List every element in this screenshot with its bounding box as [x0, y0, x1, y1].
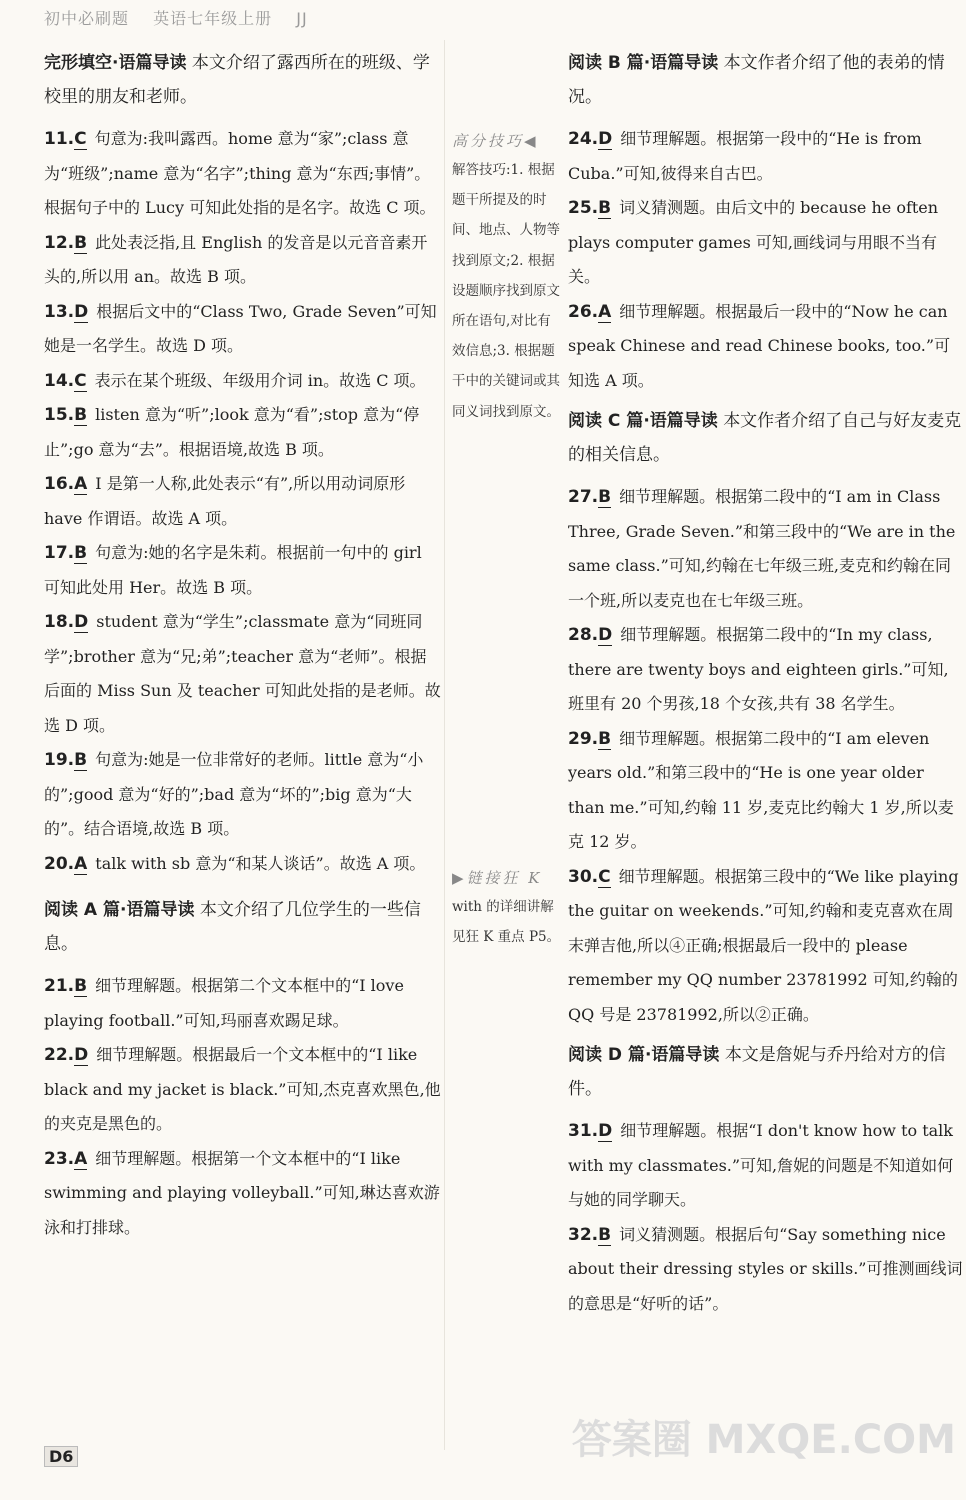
- answer-item: [44, 847, 442, 882]
- answer-letter: B: [74, 405, 88, 425]
- edition-label: JJ: [296, 9, 308, 28]
- answer-letter: B: [74, 976, 88, 996]
- answer-item: [44, 536, 442, 605]
- question-number: 29.: [568, 728, 599, 749]
- answer-letter: C: [74, 129, 87, 149]
- answer-item: [44, 467, 442, 536]
- answer-item: [568, 1218, 964, 1322]
- answer-item: [44, 743, 442, 847]
- answer-item: [44, 398, 442, 467]
- section-text: 本文介绍了露西所在的班级、学校里的朋友和老师。: [44, 53, 430, 107]
- answer-letter: B: [598, 1224, 612, 1245]
- section-intro-reading-b: [568, 46, 964, 114]
- answer-item: [568, 295, 964, 399]
- answer-item: [44, 1142, 442, 1246]
- subject-title: 英语七年级上册: [153, 9, 273, 28]
- question-number: 19.: [44, 750, 75, 770]
- answer-letter: B: [74, 543, 88, 563]
- answer-item: [44, 364, 442, 399]
- explanation-text: 细节理解题。根据第三段中的“We like playing the guitar on weekends.”可知,约翰和麦克喜欢在周末弹吉他,所以④正确;根据最后一段中的 please remember my QQ number 23781992 可知,约翰的 QQ 号是 23781992,所以②正确。: [568, 866, 959, 1024]
- question-number: 11.: [44, 129, 75, 149]
- page-number: D6: [44, 1446, 78, 1467]
- answer-item: [44, 969, 442, 1038]
- answer-list-reading-c: [568, 480, 964, 1032]
- tip-text-link: with 的详细讲解见狂 K 重点 P5。: [452, 898, 561, 946]
- explanation-text: 细节理解题。根据“I don't know how to talk with my classmates.”可知,詹妮的问题是不知道如何与她的同学聊天。: [568, 1121, 954, 1209]
- explanation-text: 表示在某个班级、年级用介词 in。故选 C 项。: [94, 370, 426, 390]
- section-tag: 阅读 A 篇·语篇导读: [44, 900, 195, 920]
- question-number: 30.: [568, 866, 599, 887]
- explanation-text: 细节理解题。根据第一段中的“He is from Cuba.”可知,彼得来自古巴。: [568, 129, 922, 183]
- question-number: 15.: [44, 405, 75, 425]
- section-tag: 阅读 D 篇·语篇导读: [568, 1045, 720, 1065]
- explanation-text: 句意为:我叫露西。home 意为“家”;class 意为“班级”;name 意为“名字”;thing 意为“东西;事情”。根据句子中的 Lucy 可知此处指的是名字。故选 C 项。: [44, 129, 436, 217]
- question-number: 22.: [44, 1045, 75, 1065]
- left-column: [44, 40, 442, 1245]
- question-number: 24.: [568, 129, 599, 149]
- watermark-logo: 答案圈 MXQE.COM: [571, 1417, 956, 1463]
- answer-letter: D: [598, 625, 613, 645]
- explanation-text: 细节理解题。根据第二段中的“In my class, there are twenty boys and eighteen girls.”可知,班里有 20 个男孩,18 个女孩,共有 38 名学生。: [568, 625, 949, 713]
- explanation-text: 细节理解题。根据第二段中的“I am eleven years old.”和第三段中的“He is one year older than me.”可知,约翰 11 岁,麦克比约翰大 1 岁,所以麦克 12 岁。: [568, 728, 954, 851]
- answer-item: [568, 860, 964, 1033]
- question-number: 20.: [44, 853, 75, 874]
- question-number: 25.: [568, 198, 599, 218]
- question-number: 23.: [44, 1148, 75, 1169]
- section-intro-reading-d: [568, 1038, 964, 1106]
- answer-letter: D: [74, 301, 89, 322]
- answer-item: [568, 480, 964, 618]
- answer-letter: B: [598, 728, 612, 749]
- answer-letter: A: [598, 301, 612, 322]
- explanation-text: 词义猜测题。由后文中的 because he often plays computer games 可知,画线词与用眼不当有关。: [568, 198, 939, 286]
- section-text: 本文是詹妮与乔丹给对方的信件。: [568, 1045, 946, 1099]
- section-text: 本文介绍了几位学生的一些信息。: [44, 900, 421, 954]
- answer-item: [44, 1038, 442, 1142]
- answer-letter: C: [598, 866, 611, 887]
- column-divider: [444, 40, 445, 1450]
- section-intro-reading-c: [568, 404, 964, 472]
- answer-letter: C: [74, 370, 87, 391]
- question-number: 31.: [568, 1121, 599, 1141]
- explanation-text: I 是第一人称,此处表示“有”,所以用动词原形 have 作谓语。故选 A 项。: [44, 474, 406, 528]
- answer-item: [568, 1114, 964, 1218]
- answer-letter: A: [74, 474, 88, 494]
- answer-list-reading-b: [568, 122, 964, 398]
- book-title: 初中必刷题: [44, 9, 130, 28]
- tip-title-skills: 高分技巧◀: [452, 132, 539, 150]
- answer-letter: A: [74, 853, 88, 874]
- answer-letter: B: [74, 750, 88, 770]
- question-number: 13.: [44, 301, 75, 322]
- tip-title-link: ▶链接狂 K: [452, 868, 543, 887]
- explanation-text: 句意为:她是一位非常好的老师。little 意为“小的”;good 意为“好的”;bad 意为“坏的”;big 意为“大的”。结合语境,故选 B 项。: [44, 750, 424, 838]
- answer-item: [568, 191, 964, 295]
- answer-item: [568, 722, 964, 860]
- answer-item: [44, 295, 442, 364]
- explanation-text: listen 意为“听”;look 意为“看”;stop 意为“停止”;go 意为“去”。根据语境,故选 B 项。: [44, 405, 420, 459]
- question-number: 21.: [44, 976, 75, 996]
- answer-item: [568, 618, 964, 722]
- section-tag: 阅读 B 篇·语篇导读: [568, 53, 719, 73]
- answer-item: [44, 226, 442, 295]
- explanation-text: 细节理解题。根据最后一段中的“Now he can speak Chinese and read Chinese books, too.”可知选 A 项。: [568, 301, 951, 390]
- section-text: 本文作者介绍了自己与好友麦克的相关信息。: [568, 411, 962, 465]
- answer-item: [44, 605, 442, 743]
- question-number: 12.: [44, 232, 75, 253]
- question-number: 32.: [568, 1224, 599, 1245]
- question-number: 26.: [568, 301, 599, 322]
- answer-list-reading-d: [568, 1114, 964, 1321]
- explanation-text: student 意为“学生”;classmate 意为“同班同学”;brother 意为“兄;弟”;teacher 意为“老师”。根据后面的 Miss Sun 及 teacher 可知此处指的是老师。故选 D 项。: [44, 612, 441, 735]
- answer-letter: D: [598, 129, 613, 149]
- answer-list-reading-a: [44, 969, 442, 1245]
- section-text: 本文作者介绍了他的表弟的情况。: [568, 53, 945, 107]
- explanation-text: 细节理解题。根据最后一个文本框中的“I like black and my jacket is black.”可知,杰克喜欢黑色,他的夹克是黑色的。: [44, 1045, 441, 1133]
- explanation-text: 句意为:她的名字是朱莉。根据前一句中的 girl 可知此处用 Her。故选 B 项。: [44, 543, 422, 597]
- section-intro-cloze: [44, 46, 442, 114]
- right-column: [568, 40, 964, 1321]
- explanation-text: 此处表泛指,且 English 的发音是以元音音素开头的,所以用 an。故选 B 项。: [44, 232, 428, 286]
- answer-letter: B: [598, 487, 612, 507]
- question-number: 28.: [568, 625, 599, 645]
- explanation-text: 细节理解题。根据第二段中的“I am in Class Three, Grade Seven.”和第三段中的“We are in the same class.”可知,约翰在七年级三班,麦克和约翰在同一个班,所以麦克也在七年级三班。: [568, 487, 956, 610]
- answer-item: [568, 122, 964, 191]
- answer-letter: A: [74, 1148, 88, 1169]
- answer-item: [44, 122, 442, 226]
- question-number: 14.: [44, 370, 75, 391]
- section-intro-reading-a: [44, 893, 442, 961]
- question-number: 18.: [44, 612, 75, 632]
- explanation-text: 根据后文中的“Class Two, Grade Seven”可知她是一名学生。故选 D 项。: [44, 301, 437, 355]
- explanation-text: talk with sb 意为“和某人谈话”。故选 A 项。: [95, 853, 426, 873]
- answer-list-cloze: [44, 122, 442, 881]
- section-tag: 阅读 C 篇·语篇导读: [568, 411, 718, 431]
- tip-column: [452, 130, 562, 952]
- question-number: 27.: [568, 487, 599, 507]
- answer-letter: B: [74, 232, 88, 253]
- answer-letter: D: [74, 612, 89, 632]
- explanation-text: 细节理解题。根据第二个文本框中的“I love playing football.”可知,玛丽喜欢踢足球。: [44, 976, 404, 1030]
- page-header: [44, 6, 326, 29]
- question-number: 16.: [44, 474, 75, 494]
- answer-letter: B: [598, 198, 612, 218]
- question-number: 17.: [44, 543, 75, 563]
- explanation-text: 细节理解题。根据第一个文本框中的“I like swimming and playing volleyball.”可知,琳达喜欢游泳和打排球。: [44, 1148, 440, 1237]
- section-tag: 完形填空·语篇导读: [44, 53, 187, 73]
- tip-text-skills: 解答技巧:1. 根据题干所提及的时间、地点、人物等找到原文;2. 根据设题顺序找到原文所在语句,对比有效信息;3. 根据题干中的关键词或其同义词找到原文。: [452, 162, 560, 420]
- explanation-text: 词义猜测题。根据后句“Say something nice about their dressing styles or skills.”可推测画线词的意思是“好听的话”。: [568, 1224, 963, 1313]
- answer-letter: D: [598, 1121, 613, 1141]
- answer-letter: D: [74, 1045, 89, 1065]
